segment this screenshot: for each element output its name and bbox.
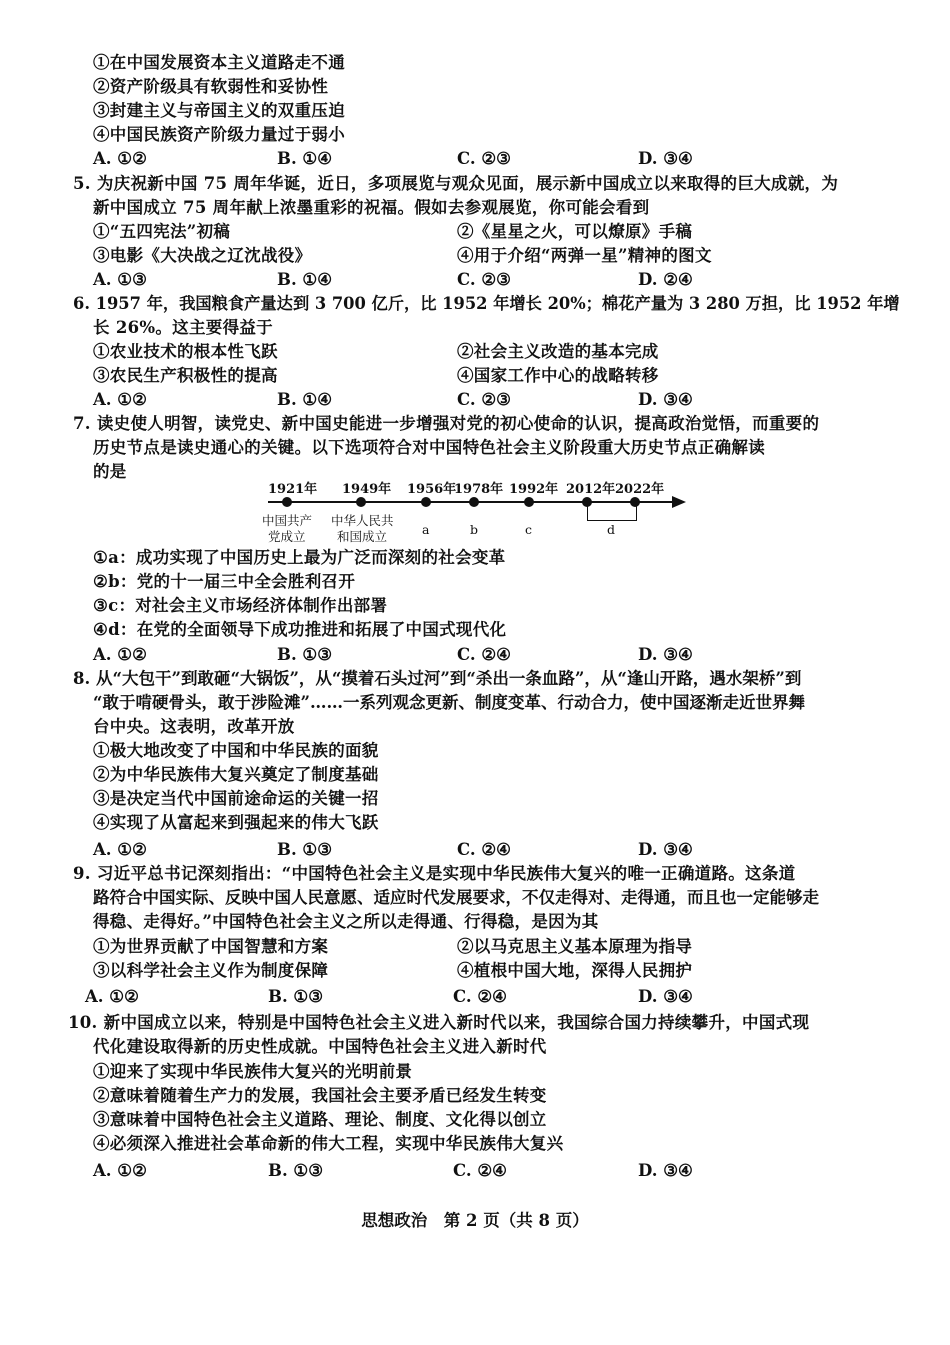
q5-option-d: D. ②④ bbox=[638, 270, 693, 289]
q9-stem-line-1: 9. 习近平总书记深刻指出：“中国特色社会主义是实现中华民族伟大复兴的唯一正确道路。这条道 bbox=[73, 864, 796, 883]
timeline-label-1949-line-2: 和国成立 bbox=[337, 529, 388, 544]
timeline-year: 1992年 bbox=[509, 482, 559, 497]
q6-option-d: D. ③④ bbox=[638, 390, 693, 409]
timeline-year: 1978年 bbox=[454, 482, 504, 497]
timeline-arrow-icon bbox=[672, 496, 686, 508]
q9-option-b: B. ①③ bbox=[268, 987, 324, 1006]
q6-stem-line-2: 长 26%。这主要得益于 bbox=[93, 318, 273, 337]
q8-option-c: C. ②④ bbox=[457, 840, 511, 859]
q6-option-a: A. ①② bbox=[93, 390, 147, 409]
q9-statement-4: ④植根中国大地，深得人民拥护 bbox=[457, 961, 693, 980]
q9-stem-line-2: 路符合中国实际、反映中国人民意愿、适应时代发展要求，不仅走得对、走得通，而且也一定能够走 bbox=[93, 888, 819, 907]
timeline-dot-1956 bbox=[421, 497, 431, 507]
q8-statement-1: ①极大地改变了中国和中华民族的面貌 bbox=[93, 741, 379, 760]
q5-stem-line-2: 新中国成立 75 周年献上浓墨重彩的祝福。假如去参观展览，你可能会看到 bbox=[93, 198, 650, 217]
q10-option-b: B. ①③ bbox=[268, 1161, 324, 1180]
q9-option-c: C. ②④ bbox=[453, 987, 507, 1006]
q10-option-d: D. ③④ bbox=[638, 1161, 693, 1180]
q7-option-d: D. ③④ bbox=[638, 645, 693, 664]
q7-option-a: A. ①② bbox=[93, 645, 147, 664]
q5-statement-1: ①“五四宪法”初稿 bbox=[93, 222, 231, 241]
q4-option-b: B. ①④ bbox=[277, 149, 333, 168]
q10-statement-2: ②意味着随着生产力的发展，我国社会主要矛盾已经发生转变 bbox=[93, 1086, 547, 1105]
q10-statement-3: ③意味着中国特色社会主义道路、理论、制度、文化得以创立 bbox=[93, 1110, 547, 1129]
q6-statement-1: ①农业技术的根本性飞跃 bbox=[93, 342, 278, 361]
timeline-label-d: d bbox=[607, 522, 616, 537]
q8-statement-4: ④实现了从富起来到强起来的伟大飞跃 bbox=[93, 813, 379, 832]
timeline-dot-1949 bbox=[356, 497, 366, 507]
q9-option-d: D. ③④ bbox=[638, 987, 693, 1006]
q7-statement-3: ③c：对社会主义市场经济体制作出部署 bbox=[93, 596, 388, 615]
q10-statement-1: ①迎来了实现中华民族伟大复兴的光明前景 bbox=[93, 1062, 413, 1081]
q7-statement-2: ②b：党的十一届三中全会胜利召开 bbox=[93, 572, 356, 591]
page-footer: 思想政治 第 2 页（共 8 页） bbox=[361, 1211, 589, 1230]
q4-option-d: D. ③④ bbox=[638, 149, 693, 168]
q7-statement-1: ①a：成功实现了中国历史上最为广泛而深刻的社会变革 bbox=[93, 548, 506, 567]
timeline-year: 1949年 bbox=[342, 482, 392, 497]
timeline-year: 1956年 bbox=[407, 482, 457, 497]
q5-stem-line-1: 5. 为庆祝新中国 75 周年华诞，近日，多项展览与观众见面，展示新中国成立以来取得的巨大成就，为 bbox=[73, 174, 839, 193]
q4-statement-1: ①在中国发展资本主义道路走不通 bbox=[93, 53, 345, 72]
q5-statement-2: ②《星星之火，可以燎原》手稿 bbox=[457, 222, 693, 241]
q5-option-a: A. ①③ bbox=[93, 270, 147, 289]
timeline-label-a: a bbox=[422, 522, 430, 537]
q8-option-a: A. ①② bbox=[93, 840, 147, 859]
q9-statement-3: ③以科学社会主义作为制度保障 bbox=[93, 961, 329, 980]
q8-statement-2: ②为中华民族伟大复兴奠定了制度基础 bbox=[93, 765, 379, 784]
timeline-label-1949-line-1: 中华人民共 bbox=[331, 513, 394, 528]
timeline-year: 2012年 bbox=[566, 482, 616, 497]
q5-option-b: B. ①④ bbox=[277, 270, 333, 289]
q6-statement-4: ④国家工作中心的战略转移 bbox=[457, 366, 659, 385]
q10-stem-line-1: 10. 新中国成立以来，特别是中国特色社会主义进入新时代以来，我国综合国力持续攀升，中国式现 bbox=[68, 1013, 810, 1032]
q5-statement-3: ③电影《大决战之辽沈战役》 bbox=[93, 246, 312, 265]
q10-option-a: A. ①② bbox=[93, 1161, 147, 1180]
q7-option-b: B. ①③ bbox=[277, 645, 333, 664]
timeline-label-1921-line-2: 党成立 bbox=[268, 529, 306, 544]
timeline-bracket-d bbox=[587, 503, 637, 521]
q7-stem-line-2: 历史节点是读史通心的关键。以下选项符合对中国特色社会主义阶段重大历史节点正确解读 bbox=[93, 438, 765, 457]
q8-statement-3: ③是决定当代中国前途命运的关键一招 bbox=[93, 789, 379, 808]
q7-stem-line-3: 的是 bbox=[93, 462, 127, 481]
timeline-label-1921-line-1: 中国共产 bbox=[262, 513, 313, 528]
q6-statement-3: ③农民生产积极性的提高 bbox=[93, 366, 278, 385]
q9-statement-1: ①为世界贡献了中国智慧和方案 bbox=[93, 937, 329, 956]
q5-option-c: C. ②③ bbox=[457, 270, 511, 289]
timeline-label-c: c bbox=[525, 522, 533, 537]
q8-option-d: D. ③④ bbox=[638, 840, 693, 859]
timeline-year: 2022年 bbox=[615, 482, 665, 497]
q6-option-b: B. ①④ bbox=[277, 390, 333, 409]
q6-statement-2: ②社会主义改造的基本完成 bbox=[457, 342, 659, 361]
q6-stem-line-1: 6. 1957 年，我国粮食产量达到 3 700 亿斤，比 1952 年增长 20%；棉花产量为 3 280 万担，比 1952 年增 bbox=[73, 294, 900, 313]
timeline-dot-1978 bbox=[469, 497, 479, 507]
q8-stem-line-1: 8. 从“大包干”到敢砸“大锅饭”，从“摸着石头过河”到“杀出一条血路”，从“逢山开路，遇水架桥”到 bbox=[73, 669, 802, 688]
q4-option-c: C. ②③ bbox=[457, 149, 511, 168]
q4-statement-3: ③封建主义与帝国主义的双重压迫 bbox=[93, 101, 345, 120]
q4-statement-4: ④中国民族资产阶级力量过于弱小 bbox=[93, 125, 345, 144]
q4-option-a: A. ①② bbox=[93, 149, 147, 168]
timeline-dot-1992 bbox=[524, 497, 534, 507]
q10-option-c: C. ②④ bbox=[453, 1161, 507, 1180]
q5-statement-4: ④用于介绍“两弹一星”精神的图文 bbox=[457, 246, 712, 265]
q6-option-c: C. ②③ bbox=[457, 390, 511, 409]
timeline-label-b: b bbox=[470, 522, 479, 537]
q10-stem-line-2: 代化建设取得新的历史性成就。中国特色社会主义进入新时代 bbox=[93, 1037, 547, 1056]
q7-option-c: C. ②④ bbox=[457, 645, 511, 664]
timeline-year: 1921年 bbox=[268, 482, 318, 497]
q9-statement-2: ②以马克思主义基本原理为指导 bbox=[457, 937, 693, 956]
q7-statement-4: ④d：在党的全面领导下成功推进和拓展了中国式现代化 bbox=[93, 620, 507, 639]
q9-option-a: A. ①② bbox=[85, 987, 139, 1006]
q9-stem-line-3: 得稳、走得好。”中国特色社会主义之所以走得通、行得稳，是因为其 bbox=[93, 912, 599, 931]
q8-stem-line-2: “敢于啃硬骨头，敢于涉险滩”……一系列观念更新、制度变革、行动合力，使中国逐渐走近世界舞 bbox=[93, 693, 805, 712]
q8-stem-line-3: 台中央。这表明，改革开放 bbox=[93, 717, 295, 736]
q10-statement-4: ④必须深入推进社会革命新的伟大工程，实现中华民族伟大复兴 bbox=[93, 1134, 564, 1153]
q4-statement-2: ②资产阶级具有软弱性和妥协性 bbox=[93, 77, 329, 96]
timeline-dot-1921 bbox=[282, 497, 292, 507]
q8-option-b: B. ①③ bbox=[277, 840, 333, 859]
q7-stem-line-1: 7. 读史使人明智，读党史、新中国史能进一步增强对党的初心使命的认识，提高政治觉悟，而重要的 bbox=[73, 414, 820, 433]
